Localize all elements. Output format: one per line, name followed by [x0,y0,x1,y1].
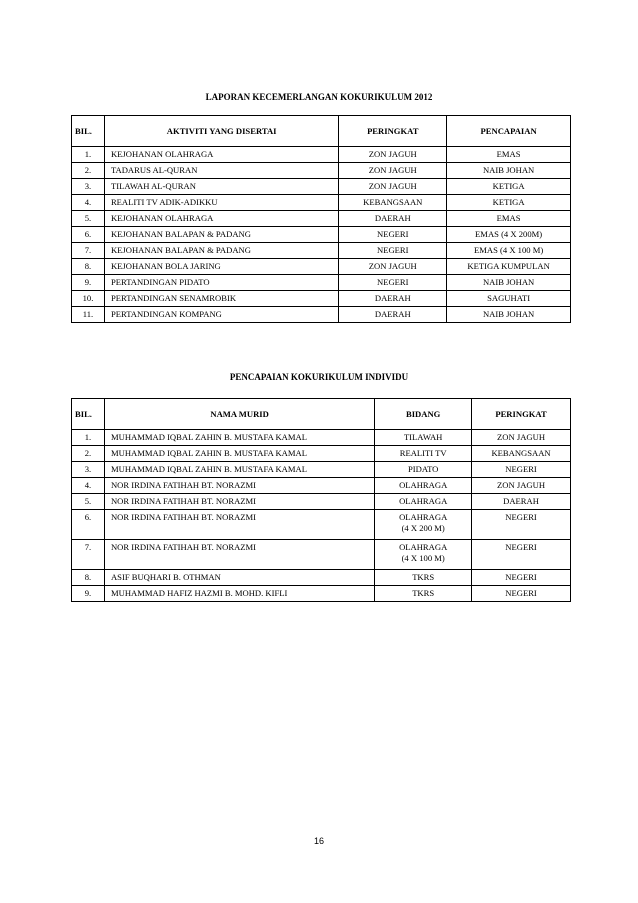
field-cell [375,494,472,510]
activity-name: KEJOHANAN BALAPAN & PADANG [104,243,338,259]
activity-achievement: EMAS (4 X 100 M) [447,243,571,259]
student-name: MUHAMMAD IQBAL ZAHIN B. MUSTAFA KAMAL [104,446,374,462]
activity-achievement: EMAS [447,147,571,163]
field-line: (4 X 200 M) [401,523,445,533]
activity-name: KEJOHANAN OLAHRAGA [104,211,338,227]
activity-achievement: KETIGA [447,195,571,211]
activity-achievement: KETIGA KUMPULAN [447,259,571,275]
field-line: OLAHRAGA [399,512,448,522]
activity-name: REALITI TV ADIK-ADIKKU [104,195,338,211]
table-row [72,510,571,540]
individual-title: PENCAPAIAN KOKURIKULUM INDIVIDU [229,372,409,382]
row-number: 9. [72,275,105,291]
activities-table [71,115,571,323]
col-header-field: BIDANG [375,399,472,430]
table-row [72,494,571,510]
activity-achievement: EMAS (4 X 200M) [447,227,571,243]
row-number: 11. [72,307,105,323]
row-number: 3. [72,462,105,478]
activity-name: PERTANDINGAN KOMPANG [104,307,338,323]
page-number: 16 [313,836,324,846]
row-number: 7. [72,243,105,259]
activity-achievement: NAIB JOHAN [447,307,571,323]
activity-achievement: NAIB JOHAN [447,163,571,179]
table-row [72,259,571,275]
table-header-row [72,399,571,430]
student-level: DAERAH [472,494,571,510]
row-number: 6. [72,510,105,540]
col-header-bil: BIL. [72,399,105,430]
table-row [72,586,571,602]
table-row [72,163,571,179]
col-header-student-name: NAMA MURID [104,399,374,430]
row-number: 1. [72,430,105,446]
activity-level: DAERAH [339,291,447,307]
col-header-level: PERINGKAT [339,116,447,147]
table-row [72,446,571,462]
table-row [72,227,571,243]
row-number: 4. [72,195,105,211]
activity-level: ZON JAGUH [339,163,447,179]
student-name: NOR IRDINA FATIHAH BT. NORAZMI [104,494,374,510]
activity-achievement: SAGUHATI [447,291,571,307]
field-cell [375,446,472,462]
field-line: OLAHRAGA [399,542,448,552]
col-header-level: PERINGKAT [472,399,571,430]
student-name: NOR IRDINA FATIHAH BT. NORAZMI [104,540,374,570]
table-row [72,570,571,586]
col-header-bil: BIL. [72,116,105,147]
table-row [72,243,571,259]
row-number: 3. [72,179,105,195]
field-cell [375,570,472,586]
table-row [72,275,571,291]
table-header-row [72,116,571,147]
activity-name: PERTANDINGAN PIDATO [104,275,338,291]
field-line: TKRS [412,588,435,598]
activity-achievement: KETIGA [447,179,571,195]
row-number: 7. [72,540,105,570]
activity-level: NEGERI [339,275,447,291]
row-number: 5. [72,494,105,510]
student-name: MUHAMMAD HAFIZ HAZMI B. MOHD. KIFLI [104,586,374,602]
activity-level: ZON JAGUH [339,147,447,163]
field-line: TILAWAH [403,432,443,442]
activity-name: TILAWAH AL-QURAN [104,179,338,195]
row-number: 4. [72,478,105,494]
field-cell [375,478,472,494]
activity-level: DAERAH [339,211,447,227]
row-number: 1. [72,147,105,163]
row-number: 9. [72,586,105,602]
field-line: (4 X 100 M) [401,553,445,563]
table-row [72,291,571,307]
student-level: KEBANGSAAN [472,446,571,462]
individual-table [71,398,571,602]
activity-name: KEJOHANAN BOLA JARING [104,259,338,275]
row-number: 5. [72,211,105,227]
field-line: OLAHRAGA [399,480,448,490]
table-row [72,478,571,494]
report-title: LAPORAN KECEMERLANGAN KOKURIKULUM 2012 [205,92,433,102]
table-row [72,540,571,570]
table-row [72,462,571,478]
activity-name: KEJOHANAN OLAHRAGA [104,147,338,163]
student-name: ASIF BUQHARI B. OTHMAN [104,570,374,586]
activity-name: PERTANDINGAN SENAMROBIK [104,291,338,307]
student-level: ZON JAGUH [472,430,571,446]
field-cell [375,430,472,446]
student-level: NEGERI [472,570,571,586]
student-level: NEGERI [472,586,571,602]
col-header-achievement: PENCAPAIAN [447,116,571,147]
row-number: 2. [72,446,105,462]
table-row [72,211,571,227]
activity-level: ZON JAGUH [339,259,447,275]
row-number: 10. [72,291,105,307]
student-level: NEGERI [472,540,571,570]
table-row [72,195,571,211]
activity-level: DAERAH [339,307,447,323]
field-cell [375,540,472,570]
col-header-activity: AKTIVITI YANG DISERTAI [104,116,338,147]
field-cell [375,462,472,478]
student-name: NOR IRDINA FATIHAH BT. NORAZMI [104,510,374,540]
table-row [72,179,571,195]
student-level: NEGERI [472,462,571,478]
activity-name: TADARUS AL-QURAN [104,163,338,179]
student-name: NOR IRDINA FATIHAH BT. NORAZMI [104,478,374,494]
activity-level: KEBANGSAAN [339,195,447,211]
row-number: 8. [72,570,105,586]
field-cell [375,510,472,540]
field-line: TKRS [412,572,435,582]
student-name: MUHAMMAD IQBAL ZAHIN B. MUSTAFA KAMAL [104,430,374,446]
activity-achievement: EMAS [447,211,571,227]
student-name: MUHAMMAD IQBAL ZAHIN B. MUSTAFA KAMAL [104,462,374,478]
activity-level: NEGERI [339,243,447,259]
activity-achievement: NAIB JOHAN [447,275,571,291]
row-number: 8. [72,259,105,275]
field-line: OLAHRAGA [399,496,448,506]
table-row [72,147,571,163]
field-line: PIDATO [407,464,439,474]
activity-level: NEGERI [339,227,447,243]
activity-name: KEJOHANAN BALAPAN & PADANG [104,227,338,243]
row-number: 2. [72,163,105,179]
table-row [72,430,571,446]
student-level: NEGERI [472,510,571,540]
field-cell [375,586,472,602]
activity-level: ZON JAGUH [339,179,447,195]
field-line: REALITI TV [399,448,447,458]
row-number: 6. [72,227,105,243]
student-level: ZON JAGUH [472,478,571,494]
table-row [72,307,571,323]
